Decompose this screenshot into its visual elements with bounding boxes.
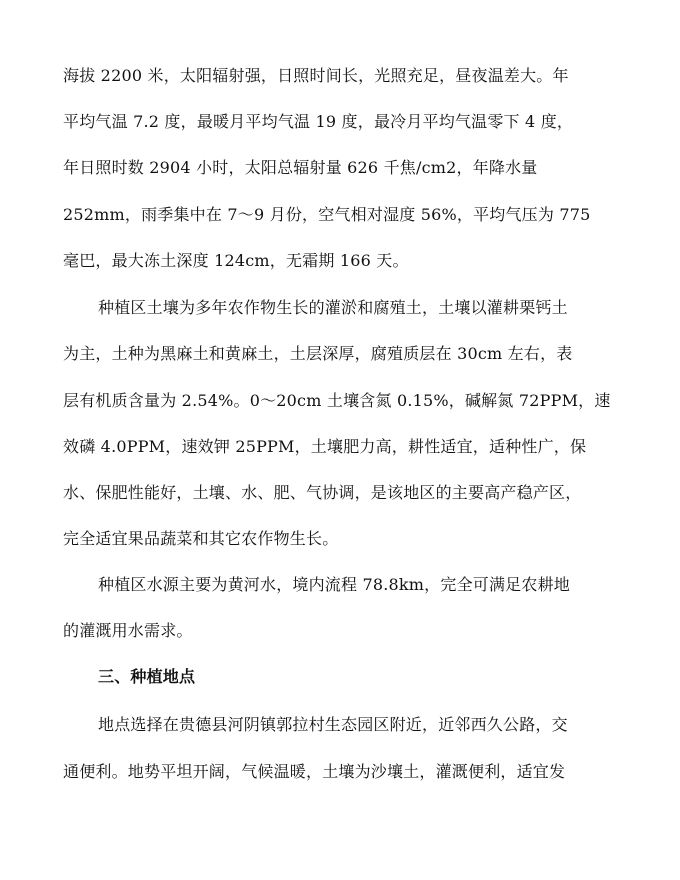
paragraph-line: 种植区水源主要为黄河水，境内流程 78.8km，完全可满足农耕地: [98, 575, 570, 594]
paragraph-line: 为主，土种为黑麻土和黄麻土，土层深厚，腐殖质层在 30cm 左右，表: [63, 344, 573, 363]
paragraph-line: 水、保肥性能好，土壤、水、肥、气协调，是该地区的主要高产稳产区，: [63, 483, 582, 502]
paragraph-line: 地点选择在贵德县河阴镇郭拉村生态园区附近，近邻西久公路，交: [98, 715, 568, 734]
paragraph-line: 毫巴，最大冻土深度 124cm，无霜期 166 天。: [63, 251, 409, 270]
paragraph-line: 年日照时数 2904 小时，太阳总辐射量 626 千焦/cm2，年降水量: [63, 158, 538, 177]
section-heading: 三、种植地点: [98, 667, 196, 686]
paragraph-line: 的灌溉用水需求。: [63, 621, 193, 640]
paragraph-line: 平均气温 7.2 度，最暖月平均气温 19 度，最冷月平均气温零下 4 度，: [63, 112, 574, 131]
paragraph-line: 海拔 2200 米，太阳辐射强，日照时间长，光照充足，昼夜温差大。年: [63, 66, 569, 85]
paragraph-line: 效磷 4.0PPM，速效钾 25PPM，土壤肥力高，耕性适宜，适种性广，保: [63, 437, 587, 456]
paragraph-line: 层有机质含量为 2.54%。0～20cm 土壤含氮 0.15%，碱解氮 72PPM，速: [63, 391, 611, 410]
paragraph-line: 完全适宜果品蔬菜和其它农作物生长。: [63, 529, 339, 548]
paragraph-line: 种植区土壤为多年农作物生长的灌淤和腐殖土，土壤以灌耕栗钙土: [98, 298, 568, 317]
paragraph-line: 通便利。地势平坦开阔，气候温暖，土壤为沙壤土，灌溉便利，适宜发: [63, 762, 566, 781]
paragraph-line: 252mm，雨季集中在 7～9 月份，空气相对湿度 56%，平均气压为 775: [63, 205, 591, 224]
